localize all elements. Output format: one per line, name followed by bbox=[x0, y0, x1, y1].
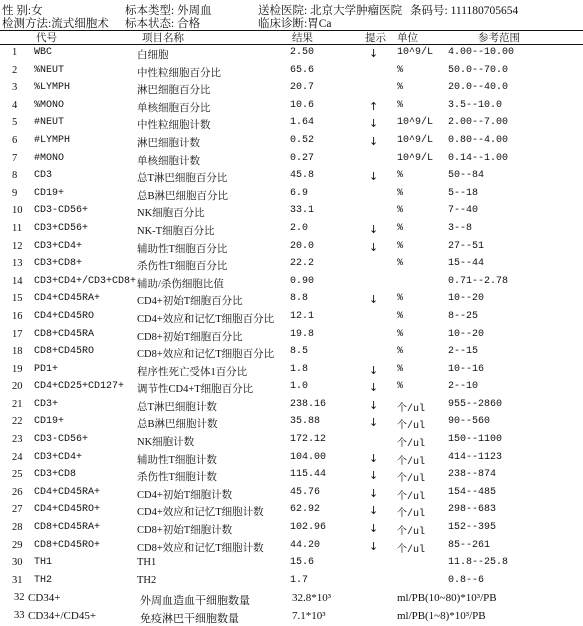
row-unit: % bbox=[397, 310, 404, 322]
row-number: 28 bbox=[12, 522, 23, 534]
row-result: 1.64 bbox=[290, 117, 315, 129]
row-flag-icon: ↓ bbox=[369, 363, 379, 377]
row-unit: % bbox=[397, 346, 404, 358]
row-item-name: 白细胞 bbox=[137, 50, 169, 61]
row-unit: % bbox=[397, 240, 404, 252]
row-code: #LYMPH bbox=[34, 134, 71, 146]
row-flag-icon: ↓ bbox=[369, 539, 379, 553]
row-unit: % bbox=[397, 293, 404, 305]
row-unit: 10^9/L bbox=[397, 47, 434, 58]
row-item-name: CD8+效应和记忆T细胞计数 bbox=[137, 542, 264, 554]
row-result: 65.6 bbox=[290, 64, 315, 76]
row-result: 172.12 bbox=[290, 434, 327, 446]
row-number: 7 bbox=[12, 152, 18, 164]
row-reference: 3.5--10.0 bbox=[448, 99, 503, 111]
row-result: 7.1*10³ bbox=[292, 610, 326, 622]
row-result: 2.0 bbox=[290, 222, 309, 234]
row-number: 23 bbox=[12, 434, 23, 446]
row-flag-icon: ↓ bbox=[369, 47, 379, 60]
row-unit: % bbox=[397, 82, 404, 94]
row-result: 33.1 bbox=[290, 205, 315, 217]
row-flag-icon: ↓ bbox=[369, 504, 379, 518]
row-item-name: 中性粒细胞计数 bbox=[137, 120, 211, 132]
row-code: CD19+ bbox=[34, 416, 65, 428]
table-row bbox=[0, 397, 583, 415]
col-header-ref: 参考范围 bbox=[478, 33, 520, 44]
row-reference: 0.71--2.78 bbox=[448, 275, 509, 287]
row-reference: 90--560 bbox=[448, 416, 491, 428]
row-item-name: 总B淋巴细胞百分比 bbox=[137, 190, 229, 202]
row-result: 1.7 bbox=[290, 574, 309, 586]
clinical-diagnosis: 临床诊断:胃Ca bbox=[258, 18, 332, 30]
row-unit: 个/ul bbox=[397, 491, 426, 503]
row-code: CD3+CD4+ bbox=[34, 240, 83, 252]
row-unit: % bbox=[397, 363, 404, 375]
row-item-name: 辅助性T细胞百分比 bbox=[137, 243, 228, 255]
row-number: 21 bbox=[12, 398, 23, 410]
row-result: 104.00 bbox=[290, 451, 327, 463]
row-number: 15 bbox=[12, 293, 23, 305]
row-code: %NEUT bbox=[34, 64, 65, 76]
row-item-name: CD4+初始T细胞计数 bbox=[137, 489, 233, 501]
row-unit: % bbox=[397, 205, 404, 217]
row-reference: 414--1123 bbox=[448, 451, 503, 463]
row-code: CD19+ bbox=[34, 187, 65, 199]
row-number: 10 bbox=[12, 205, 23, 217]
row-code: CD4+CD45RO+ bbox=[34, 504, 101, 516]
row-reference: 50--84 bbox=[448, 170, 485, 182]
row-item-name: 调节性CD4+T细胞百分比 bbox=[137, 384, 254, 396]
table-row bbox=[0, 256, 583, 274]
row-code: %MONO bbox=[34, 99, 65, 111]
row-code: CD8+CD45RA bbox=[34, 328, 95, 340]
row-unit: % bbox=[397, 381, 404, 393]
row-result: 45.8 bbox=[290, 170, 315, 182]
row-unit: 个/ul bbox=[397, 544, 426, 556]
row-item-name: 杀伤性T细胞百分比 bbox=[137, 261, 228, 273]
row-number: 12 bbox=[12, 240, 23, 252]
row-code: CD3+CD8+ bbox=[34, 258, 83, 270]
row-flag-icon: ↓ bbox=[369, 222, 379, 236]
row-code: TH1 bbox=[34, 557, 53, 569]
row-reference: 154--485 bbox=[448, 486, 497, 498]
row-reference: 7--40 bbox=[448, 205, 479, 217]
row-result: 8.8 bbox=[290, 293, 309, 305]
row-unit: % bbox=[397, 64, 404, 76]
row-reference: 298--683 bbox=[448, 504, 497, 516]
row-reference: 10--20 bbox=[448, 328, 485, 340]
row-reference: 2.00--7.00 bbox=[448, 117, 509, 129]
row-item-name: CD4+效应和记忆T细胞计数 bbox=[137, 507, 264, 519]
table-row bbox=[0, 520, 583, 538]
row-reference: (1~8)*10³/PB bbox=[425, 610, 486, 622]
row-code: CD4+CD45RA+ bbox=[34, 293, 101, 305]
row-flag-icon: ↓ bbox=[369, 486, 379, 500]
row-unit: 个/ul bbox=[397, 439, 426, 451]
row-item-name: 中性粒细胞百分比 bbox=[137, 67, 221, 79]
row-unit: 10^9/L bbox=[397, 134, 434, 146]
row-reference: 0.80--4.00 bbox=[448, 134, 509, 146]
table-row bbox=[0, 203, 583, 221]
row-result: 0.90 bbox=[290, 275, 315, 287]
sample-type: 标本类型: 外周血 bbox=[125, 5, 212, 17]
row-result: 45.76 bbox=[290, 486, 321, 498]
result-table bbox=[0, 45, 583, 626]
col-header-result: 结果 bbox=[292, 33, 313, 44]
row-number: 3 bbox=[12, 82, 18, 94]
row-code: CD3+CD4+/CD3+CD8+ bbox=[34, 275, 137, 287]
table-row bbox=[0, 467, 583, 485]
table-row bbox=[0, 80, 583, 98]
row-code: CD8+CD45RO+ bbox=[34, 539, 101, 551]
table-row bbox=[0, 450, 583, 468]
row-item-name: CD8+初始T细胞计数 bbox=[137, 525, 233, 537]
row-reference: 4.00--10.00 bbox=[448, 47, 515, 58]
row-item-name: 单核细胞百分比 bbox=[137, 102, 211, 114]
row-number: 18 bbox=[12, 346, 23, 358]
row-reference: 20.0--40.0 bbox=[448, 82, 509, 94]
row-result: 19.8 bbox=[290, 328, 315, 340]
row-code: CD3+CD4+ bbox=[34, 451, 83, 463]
row-unit: 10^9/L bbox=[397, 152, 434, 164]
row-number: 30 bbox=[12, 557, 23, 569]
row-code: %LYMPH bbox=[34, 82, 71, 94]
row-flag-icon: ↓ bbox=[369, 398, 379, 412]
table-row bbox=[0, 362, 583, 380]
row-flag-icon: ↑ bbox=[369, 99, 379, 113]
row-code: CD34+/CD45+ bbox=[28, 610, 97, 622]
row-item-name: NK细胞百分比 bbox=[137, 208, 205, 220]
row-item-name: CD4+初始T细胞百分比 bbox=[137, 296, 243, 308]
row-number: 17 bbox=[12, 328, 23, 340]
row-result: 6.9 bbox=[290, 187, 309, 199]
row-reference: 3--8 bbox=[448, 222, 473, 234]
row-result: 8.5 bbox=[290, 346, 309, 358]
patient-gender: 性 别:女 bbox=[2, 5, 43, 17]
row-flag-icon: ↓ bbox=[369, 469, 379, 483]
row-reference: 238--874 bbox=[448, 469, 497, 481]
row-result: 22.2 bbox=[290, 258, 315, 270]
table-row bbox=[0, 538, 583, 556]
row-item-name: CD4+效应和记忆T细胞百分比 bbox=[137, 313, 275, 325]
table-row bbox=[0, 327, 583, 345]
table-row bbox=[0, 379, 583, 397]
row-number: 1 bbox=[12, 47, 18, 58]
row-unit: 个/ul bbox=[397, 527, 426, 539]
row-reference: 5--18 bbox=[448, 187, 479, 199]
row-flag-icon: ↓ bbox=[369, 134, 379, 148]
table-row bbox=[0, 133, 583, 151]
row-reference: (10~80)*10³/PB bbox=[425, 592, 497, 605]
row-flag-icon: ↓ bbox=[369, 240, 379, 254]
row-reference: 8--25 bbox=[448, 310, 479, 322]
row-unit: 个/ul bbox=[397, 509, 426, 521]
row-result: 20.7 bbox=[290, 82, 315, 94]
row-code: CD4+CD25+CD127+ bbox=[34, 381, 125, 393]
table-row bbox=[0, 414, 583, 432]
row-unit: % bbox=[397, 222, 404, 234]
row-number: 11 bbox=[12, 222, 23, 234]
row-reference: 15--44 bbox=[448, 258, 485, 270]
row-result: 1.8 bbox=[290, 363, 309, 375]
row-code: CD4+CD45RO bbox=[34, 310, 95, 322]
row-item-name: 单核细胞计数 bbox=[137, 155, 200, 167]
row-item-name: NK细胞计数 bbox=[137, 437, 195, 449]
row-number: 26 bbox=[12, 486, 23, 498]
row-number: 13 bbox=[12, 258, 23, 270]
row-item-name: TH2 bbox=[137, 574, 157, 586]
row-unit: 个/ul bbox=[397, 456, 426, 468]
row-unit: 个/ul bbox=[397, 403, 426, 415]
row-result: 2.50 bbox=[290, 47, 315, 58]
row-reference: 10--20 bbox=[448, 293, 485, 305]
row-result: 35.88 bbox=[290, 416, 321, 428]
table-row bbox=[0, 115, 583, 133]
row-reference: 150--1100 bbox=[448, 434, 503, 446]
col-header-code: 代号 bbox=[36, 33, 57, 44]
table-row bbox=[0, 239, 583, 257]
row-item-name: 辅助性T细胞计数 bbox=[137, 454, 217, 466]
table-row bbox=[0, 608, 583, 626]
row-result: 12.1 bbox=[290, 310, 315, 322]
col-header-unit: 单位 bbox=[397, 33, 418, 44]
row-flag-icon: ↓ bbox=[369, 381, 379, 395]
row-code: CD3+CD8 bbox=[34, 469, 77, 481]
row-code: TH2 bbox=[34, 574, 53, 586]
row-reference: 0.14--1.00 bbox=[448, 152, 509, 164]
row-unit: 个/ul bbox=[397, 474, 426, 486]
table-row bbox=[0, 432, 583, 450]
row-unit: % bbox=[397, 258, 404, 270]
row-result: 20.0 bbox=[290, 240, 315, 252]
row-item-name: 程序性死亡受体1百分比 bbox=[137, 366, 248, 378]
row-flag-icon: ↓ bbox=[369, 416, 379, 430]
col-header-flag: 提示 bbox=[365, 33, 386, 44]
row-unit: % bbox=[397, 170, 404, 182]
row-number: 19 bbox=[12, 363, 23, 375]
row-reference: 50.0--70.0 bbox=[448, 64, 509, 76]
row-reference: 10--16 bbox=[448, 363, 485, 375]
row-unit: 个/ul bbox=[397, 421, 426, 433]
row-number: 25 bbox=[12, 469, 23, 481]
table-row bbox=[0, 221, 583, 239]
row-code: CD4+CD45RA+ bbox=[34, 486, 101, 498]
barcode-number: 条码号: 111180705654 bbox=[410, 5, 519, 17]
row-code: CD34+ bbox=[28, 592, 61, 605]
table-row bbox=[0, 309, 583, 327]
table-row bbox=[0, 186, 583, 204]
row-item-name: 辅助/杀伤细胞比值 bbox=[137, 278, 224, 290]
row-number: 8 bbox=[12, 170, 18, 182]
row-unit: ml/PB bbox=[397, 610, 426, 622]
row-number: 29 bbox=[12, 539, 23, 551]
row-reference: 955--2860 bbox=[448, 398, 503, 410]
referring-hospital: 送检医院: 北京大学肿瘤医院 bbox=[258, 5, 403, 17]
col-header-name: 项目名称 bbox=[142, 33, 184, 44]
row-item-name: 杀伤性T细胞计数 bbox=[137, 472, 217, 484]
row-reference: 85--261 bbox=[448, 539, 491, 551]
row-number: 33 bbox=[14, 610, 25, 621]
row-flag-icon: ↓ bbox=[369, 293, 379, 307]
row-code: PD1+ bbox=[34, 363, 59, 375]
table-row bbox=[0, 168, 583, 186]
row-unit: % bbox=[397, 99, 404, 111]
row-number: 16 bbox=[12, 310, 23, 322]
row-flag-icon: ↓ bbox=[369, 117, 379, 131]
sample-status: 标本状态: 合格 bbox=[125, 18, 201, 30]
row-item-name: 总B淋巴细胞计数 bbox=[137, 419, 218, 431]
row-number: 9 bbox=[12, 187, 18, 199]
row-number: 5 bbox=[12, 117, 18, 129]
row-item-name: NK-T细胞百分比 bbox=[137, 225, 215, 237]
table-row bbox=[0, 98, 583, 116]
row-item-name: 外周血造血干细胞数量 bbox=[140, 595, 250, 608]
row-number: 6 bbox=[12, 134, 18, 146]
row-item-name: 总T淋巴细胞百分比 bbox=[137, 173, 228, 185]
row-result: 102.96 bbox=[290, 522, 327, 534]
row-flag-icon: ↓ bbox=[369, 170, 379, 184]
row-reference: 152--395 bbox=[448, 522, 497, 534]
row-result: 0.52 bbox=[290, 134, 315, 146]
row-result: 44.20 bbox=[290, 539, 321, 551]
row-code: CD8+CD45RO bbox=[34, 346, 95, 358]
row-result: 10.6 bbox=[290, 99, 315, 111]
row-item-name: 免疫淋巴干细胞数量 bbox=[140, 613, 239, 625]
row-reference: 11.8--25.8 bbox=[448, 557, 509, 569]
table-row bbox=[0, 573, 583, 591]
table-row bbox=[0, 151, 583, 169]
row-code: #MONO bbox=[34, 152, 65, 164]
row-code: #NEUT bbox=[34, 117, 65, 129]
row-code: CD3 bbox=[34, 170, 53, 182]
table-row bbox=[0, 485, 583, 503]
row-item-name: 淋巴细胞计数 bbox=[137, 137, 200, 149]
row-result: 32.8*10³ bbox=[292, 592, 332, 605]
row-code: CD8+CD45RA+ bbox=[34, 522, 101, 534]
table-row bbox=[0, 45, 583, 63]
row-number: 32 bbox=[14, 592, 25, 604]
row-number: 27 bbox=[12, 504, 23, 516]
row-unit: 10^9/L bbox=[397, 117, 434, 129]
row-number: 24 bbox=[12, 451, 23, 463]
table-row bbox=[0, 291, 583, 309]
row-reference: 27--51 bbox=[448, 240, 485, 252]
row-code: CD3+CD56+ bbox=[34, 222, 89, 234]
row-item-name: CD8+初始T细胞百分比 bbox=[137, 331, 243, 343]
row-result: 238.16 bbox=[290, 398, 327, 410]
row-result: 1.0 bbox=[290, 381, 309, 393]
row-code: CD3-CD56+ bbox=[34, 434, 89, 446]
row-number: 31 bbox=[12, 574, 23, 586]
row-item-name: TH1 bbox=[137, 557, 157, 569]
table-row bbox=[0, 502, 583, 520]
column-header-row bbox=[0, 30, 583, 44]
row-item-name: 淋巴细胞百分比 bbox=[137, 85, 211, 97]
row-number: 20 bbox=[12, 381, 23, 393]
row-reference: 2--10 bbox=[448, 381, 479, 393]
table-row bbox=[0, 555, 583, 573]
row-number: 22 bbox=[12, 416, 23, 428]
row-number: 4 bbox=[12, 99, 18, 111]
row-unit: % bbox=[397, 328, 404, 340]
row-item-name: CD8+效应和记忆T细胞百分比 bbox=[137, 349, 275, 361]
row-result: 115.44 bbox=[290, 469, 327, 481]
row-result: 62.92 bbox=[290, 504, 321, 516]
table-row bbox=[0, 274, 583, 292]
row-result: 0.27 bbox=[290, 152, 315, 164]
table-row bbox=[0, 63, 583, 81]
row-reference: 0.8--6 bbox=[448, 574, 485, 586]
row-reference: 2--15 bbox=[448, 346, 479, 358]
table-row bbox=[0, 590, 583, 608]
row-flag-icon: ↓ bbox=[369, 451, 379, 465]
row-number: 14 bbox=[12, 275, 23, 287]
row-unit: % bbox=[397, 187, 404, 199]
row-number: 2 bbox=[12, 64, 18, 76]
table-row bbox=[0, 344, 583, 362]
row-code: CD3-CD56+ bbox=[34, 205, 89, 217]
row-code: WBC bbox=[34, 47, 53, 58]
row-unit: ml/PB bbox=[397, 592, 426, 605]
row-code: CD3+ bbox=[34, 398, 59, 410]
row-flag-icon: ↓ bbox=[369, 522, 379, 536]
row-item-name: 总T淋巴细胞计数 bbox=[137, 401, 217, 413]
test-method: 检测方法:流式细胞术 bbox=[2, 18, 109, 30]
row-result: 15.6 bbox=[290, 557, 315, 569]
header-line-2 bbox=[0, 15, 583, 31]
